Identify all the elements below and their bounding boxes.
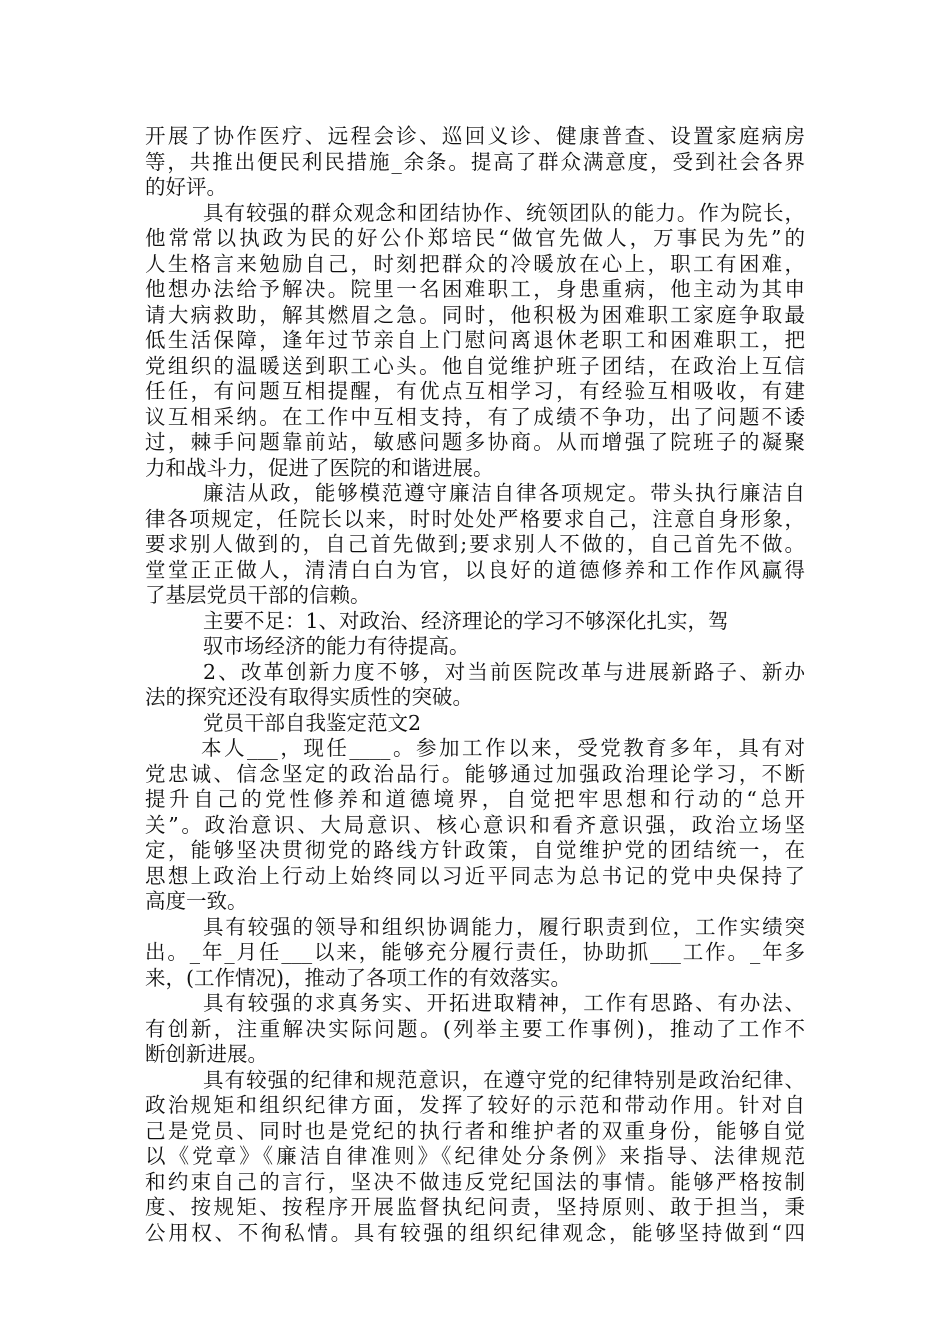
- text-line: 来，(工作情况)，推动了各项工作的有效落实。: [145, 965, 571, 990]
- text-line: 驭市场经济的能力有待提高。: [203, 634, 470, 658]
- text-line: 低生活保障，逢年过节亲自上门慰问离退休老职工和困难职工，把: [145, 328, 805, 352]
- text-line: 政治规矩和组织纪律方面，发挥了较好的示范和带动作用。针对自: [145, 1093, 805, 1117]
- text-line: 出。_年_月任___以来，能够充分履行责任，协助抓___工作。_年多: [145, 940, 805, 964]
- text-line: 力和战斗力，促进了医院的和谐进展。: [145, 455, 494, 480]
- paragraph-first-line: 具有较强的求真务实、开拓进取精神，工作有思路、有办法、: [203, 991, 805, 1015]
- text-line: 的好评。: [145, 175, 227, 199]
- text-line: 议互相采纳。在工作中互相支持，有了成绩不争功，出了问题不诿: [145, 404, 805, 429]
- text-line: 他想办法给予解决。院里一名困难职工，身患重病，他主动为其申: [145, 277, 805, 301]
- text-line: 己是党员、同时也是党纪的执行者和维护者的双重身份，能够自觉: [145, 1118, 805, 1143]
- text-line: 他常常以执政为民的好公仆郑培民“做官先做人，万事民为先”的: [145, 226, 805, 250]
- paragraph-first-line: 具有较强的群众观念和团结协作、统领团队的能力。作为院长，: [203, 200, 805, 225]
- text-line: 律各项规定，任院长以来，时时处处严格要求自己，注意自身形象，: [145, 506, 805, 531]
- text-line: 请大病救助，解其燃眉之急。同时，他积极为困难职工家庭争取最: [145, 302, 805, 327]
- text-line: 党组织的温暖送到职工心头。他自觉维护班子团结，在政治上互信: [145, 353, 805, 378]
- paragraph-first-line: 具有较强的纪律和规范意识，在遵守党的纪律特别是政治纪律、: [203, 1067, 805, 1092]
- text-line: 过，棘手问题靠前站，敏感问题多协商。从而增强了院班子的凝聚: [145, 430, 805, 454]
- text-line: 思想上政治上行动上始终同以习近平同志为总书记的党中央保持了: [145, 863, 805, 888]
- text-line: 关”。政治意识、大局意识、核心意识和看齐意识强，政治立场坚: [145, 812, 805, 837]
- text-line: 度、按规矩、按程序开展监督执纪问责，坚持原则、敢于担当，秉: [145, 1195, 805, 1219]
- text-line: 有创新，注重解决实际问题。(列举主要工作事例)，推动了工作不: [145, 1016, 805, 1041]
- text-line: 了基层党员干部的信赖。: [145, 583, 371, 607]
- text-line: 公用权、不徇私情。具有较强的组织纪律观念，能够坚持做到“四: [145, 1220, 805, 1245]
- document-body: [145, 124, 805, 1246]
- text-line: 和约束自己的言行，坚决不做违反党纪国法的事情。能够严格按制: [145, 1169, 805, 1194]
- paragraph-first-line: 主要不足：1、对政治、经济理论的学习不够深化扎实，驾: [203, 608, 729, 633]
- section-heading: 党员干部自我鉴定范文2: [203, 710, 422, 735]
- text-line: 人生格言来勉励自己，时刻把群众的冷暖放在心上，职工有困难，: [145, 251, 805, 276]
- paragraph-first-line: 本人___，现任____。参加工作以来，受党教育多年，具有对: [201, 736, 805, 760]
- text-line: 要求别人做到的，自己首先做到;要求别人不做的，自己首先不做。: [145, 532, 805, 556]
- text-line: 任任，有问题互相提醒，有优点互相学习，有经验互相吸收，有建: [145, 379, 805, 403]
- text-line: 堂堂正正做人，清清白白为官，以良好的道德修养和工作作风赢得: [145, 557, 805, 582]
- text-line: 断创新进展。: [145, 1042, 268, 1066]
- text-line: 提升自己的党性修养和道德境界，自觉把牢思想和行动的“总开: [145, 787, 805, 811]
- text-line: 定，能够坚决贯彻党的路线方针政策，自觉维护党的团结统一，在: [145, 838, 805, 862]
- paragraph-first-line: 具有较强的领导和组织协调能力，履行职责到位，工作实绩突: [203, 914, 805, 939]
- text-line: 等，共推出便民利民措施_余条。提高了群众满意度，受到社会各界: [145, 149, 805, 174]
- paragraph-first-line: 2、改革创新力度不够，对当前医院改革与进展新路子、新办: [203, 659, 805, 684]
- text-line: 法的探究还没有取得实质性的突破。: [145, 685, 473, 709]
- paragraph-first-line: 廉洁从政，能够模范遵守廉洁自律各项规定。带头执行廉洁自: [203, 481, 805, 505]
- text-line: 高度一致。: [145, 889, 248, 913]
- text-line: 以《党章》《廉洁自律准则》《纪律处分条例》来指导、法律规范: [145, 1144, 805, 1168]
- text-line: 党忠诚、信念坚定的政治品行。能够通过加强政治理论学习，不断: [145, 761, 805, 786]
- text-line: 开展了协作医疗、远程会诊、巡回义诊、健康普查、设置家庭病房: [145, 124, 805, 148]
